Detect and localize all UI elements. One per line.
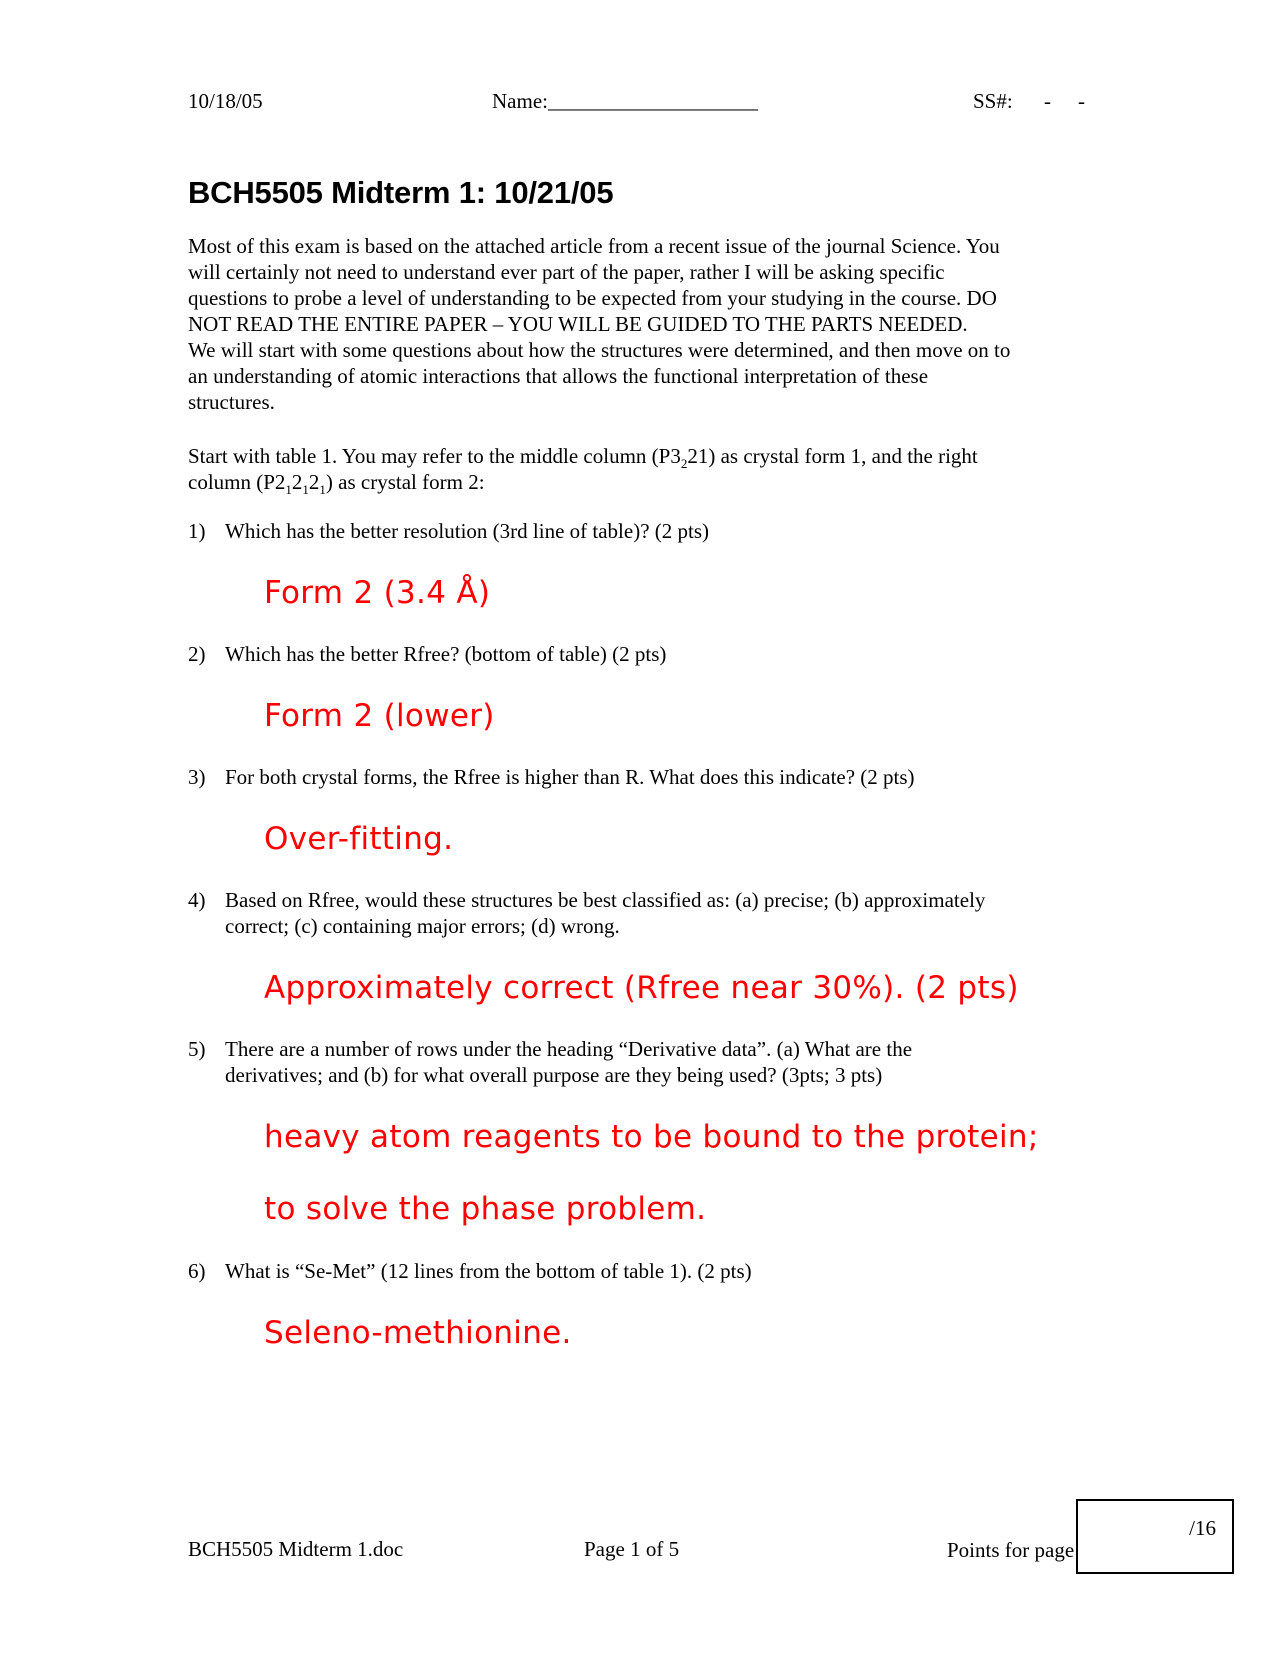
- ss-dash-2: -: [1078, 89, 1085, 113]
- header-date: 10/18/05: [188, 89, 263, 113]
- answer-5b: to solve the phase problem.: [264, 1191, 707, 1227]
- intro-line: an understanding of atomic interactions that allows the functional interpretation of these: [188, 364, 929, 388]
- answer-6: Seleno-methionine.: [264, 1315, 572, 1351]
- question-3-number: 3): [188, 765, 206, 789]
- question-3-text: For both crystal forms, the Rfree is higher than R. What does this indicate? (2 pts): [225, 765, 915, 789]
- table-intro-paragraph: [188, 443, 1093, 498]
- intro-paragraph: [188, 233, 1093, 415]
- answer-1: Form 2 (3.4 Å): [264, 575, 491, 611]
- table-intro-line-1: Start with table 1. You may refer to the middle column $(P3_221)$ as crystal form 1, and the right: [188, 444, 978, 472]
- question-2-text: Which has the better Rfree? (bottom of table) (2 pts): [225, 642, 667, 666]
- footer-filename: BCH5505 Midterm 1.doc: [188, 1537, 404, 1561]
- footer-page-number: Page 1 of 5: [584, 1537, 680, 1561]
- question-5-number: 5): [188, 1037, 206, 1061]
- ss-label: SS#:: [973, 89, 1013, 113]
- intro-line: structures.: [188, 390, 275, 414]
- points-box: [1076, 1499, 1234, 1574]
- answer-3: Over-fitting.: [264, 821, 454, 857]
- question-6-number: 6): [188, 1259, 206, 1283]
- answer-4: Approximately correct (Rfree near 30%). (2 pts): [264, 970, 1019, 1006]
- question-5-text: There are a number of rows under the heading “Derivative data”. (a) What are the derivatives; and (b) for what overall purpose are they being used? (3pts; 3 pts): [225, 1037, 913, 1087]
- intro-line: We will start with some questions about how the structures were determined, and then move on to: [188, 338, 1011, 362]
- points-value: /16: [1189, 1516, 1216, 1540]
- answer-5a: heavy atom reagents to be bound to the protein;: [264, 1119, 1039, 1155]
- question-1-number: 1): [188, 519, 206, 543]
- intro-line: NOT READ THE ENTIRE PAPER – YOU WILL BE GUIDED TO THE PARTS NEEDED.: [188, 312, 968, 336]
- table-intro-line-2: column $(P2_12_12_1)$ as crystal form 2:: [188, 470, 485, 498]
- question-1-text: Which has the better resolution (3rd line of table)? (2 pts): [225, 519, 710, 543]
- question-4-text: Based on Rfree, would these structures be best classified as: (a) precise; (b) approximately correct; (c) containing major errors; (d) wrong.: [225, 888, 986, 938]
- ss-dash-1: -: [1044, 89, 1051, 113]
- question-4-number: 4): [188, 888, 206, 912]
- page-title: BCH5505 Midterm 1: 10/21/05: [188, 175, 614, 210]
- answer-2: Form 2 (lower): [264, 698, 495, 734]
- question-2-number: 2): [188, 642, 206, 666]
- question-6-text: What is “Se-Met” (12 lines from the bottom of table 1). (2 pts): [225, 1259, 752, 1283]
- points-label: Points for page: [947, 1538, 1075, 1562]
- intro-line: Most of this exam is based on the attached article from a recent issue of the journal Science. You: [188, 234, 1000, 258]
- intro-line: questions to probe a level of understanding to be expected from your studying in the course. DO: [188, 286, 997, 310]
- name-field: Name:____________________: [492, 89, 758, 113]
- intro-line: will certainly not need to understand ever part of the paper, rather I will be asking specific: [188, 260, 945, 284]
